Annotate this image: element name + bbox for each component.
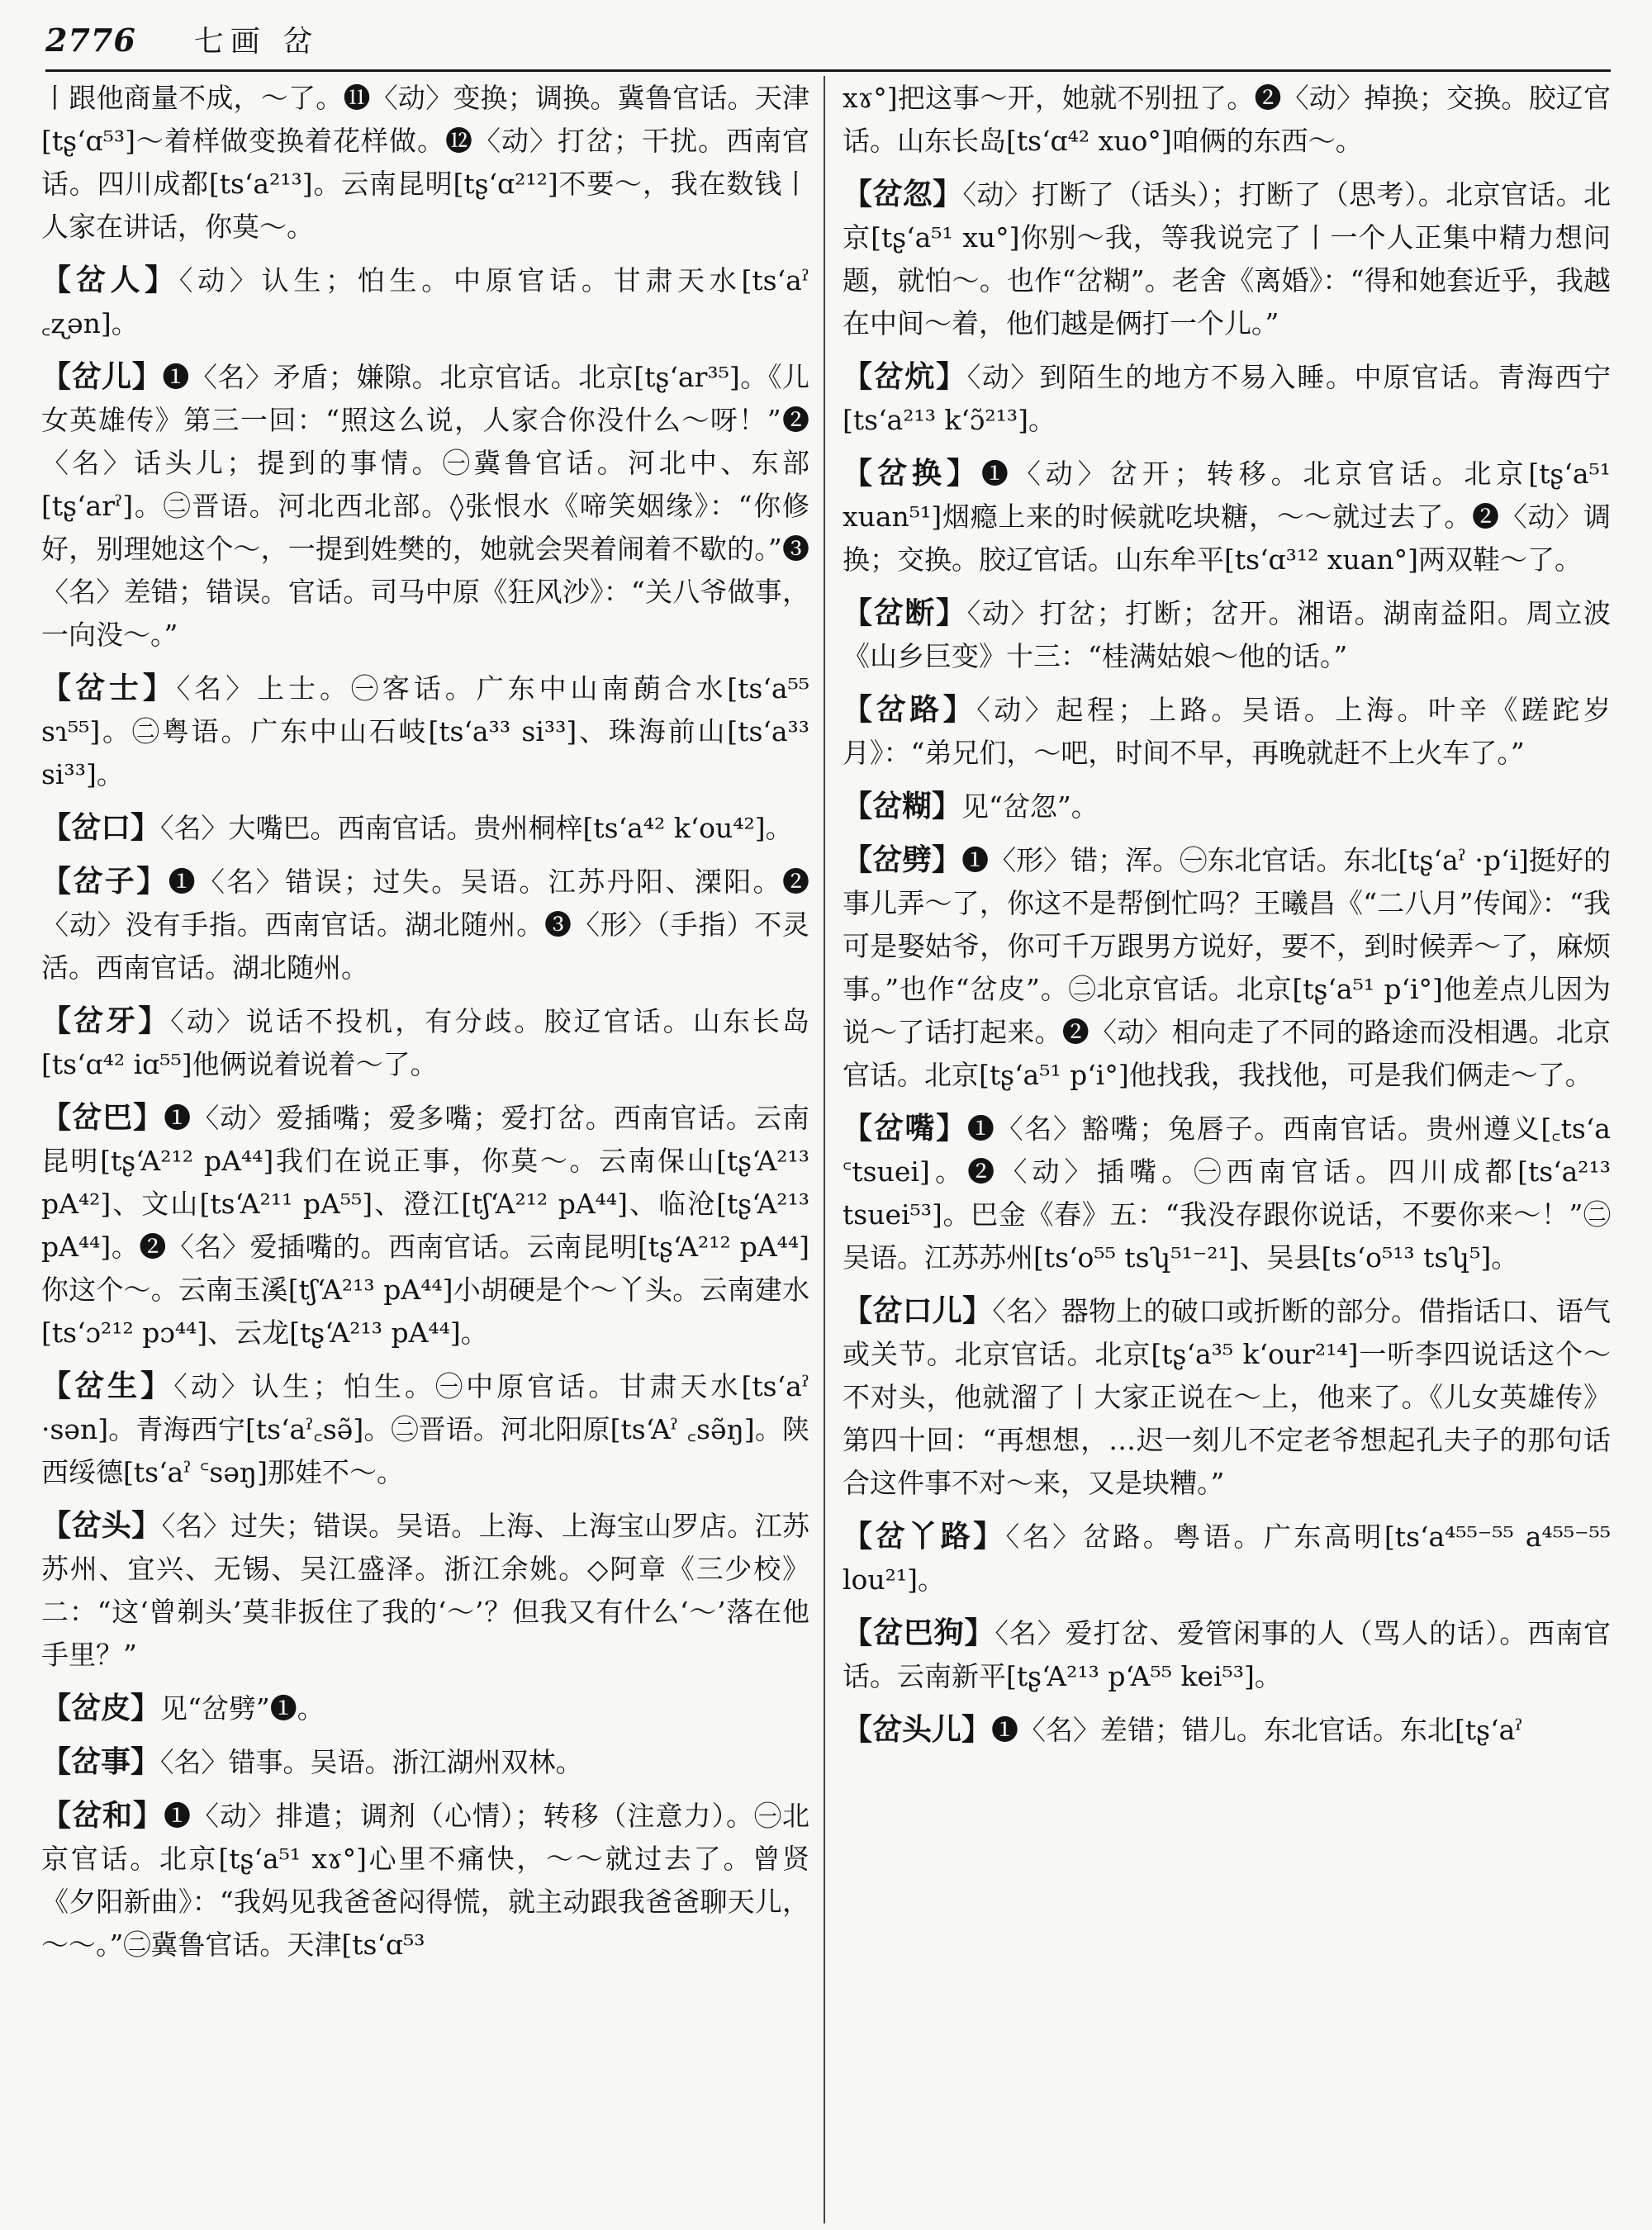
entry-text: 〈动〉打岔；打断；岔开。湘语。湖南益阳。周立波《山乡巨变》十三：“桂满姑娘～他的话。” (843, 597, 1611, 672)
entry-text: 〈名〉过失；错误。吴语。上海、上海宝山罗店。江苏苏州、宜兴、无锡、吴江盛泽。浙江余姚。◇阿章《三少校》二：“这‘曾剃头’莫非扳住了我的‘～’？但我又有什么‘～’落在他手里？” (41, 1510, 809, 1671)
dictionary-entry (41, 806, 809, 850)
dictionary-entry (41, 76, 809, 249)
entry-headword: 【岔皮】 (41, 1691, 161, 1725)
entry-headword: 【岔牙】 (41, 1004, 171, 1038)
page-header (45, 18, 1611, 68)
dictionary-entry (843, 591, 1611, 678)
entry-headword: 【岔人】 (41, 263, 179, 297)
entry-text: 〈名〉上士。㊀客话。广东中山南蓢合水[tsʻa⁵⁵ sɿ⁵⁵]。㊁粤语。广东中山石岐[tsʻa³³ si³³]、珠海前山[tsʻa³³ si³³]。 (41, 672, 809, 790)
dictionary-entry (843, 838, 1611, 1097)
entry-headword: 【岔糊】 (843, 789, 962, 823)
left-column (41, 76, 809, 2223)
dictionary-entry (843, 1107, 1611, 1279)
entry-text: 〈名〉爱打岔、爱管闲事的人（骂人的话）。西南官话。云南新平[tʂʻA²¹³ pʻA⁵⁵ kei⁵³]。 (843, 1617, 1611, 1692)
entry-text: ❶〈动〉排遣；调剂（心情）；转移（注意力）。㊀北京官话。北京[tʂʻa⁵¹ xɤ°]心里不痛快，～～就过去了。曾贤《夕阳新曲》：“我妈见我爸爸闷得慌，就主动跟我爸爸聊天儿，～～。”㊁冀鲁官话。天津[tsʻɑ⁵³ (41, 1800, 809, 1961)
dictionary-entry (41, 259, 809, 345)
dictionary-entry (843, 688, 1611, 775)
entry-text: ❶〈名〉差错；错儿。东北官话。东北[tʂʻaˀ (991, 1714, 1523, 1746)
entry-text: 〈名〉错事。吴语。浙江湖州双林。 (160, 1746, 583, 1778)
entry-headword: 【岔嘴】 (843, 1111, 967, 1146)
entry-text: 〈动〉说话不投机，有分歧。胶辽官话。山东长岛[tsʻɑ⁴² iɑ⁵⁵]他俩说着说着～了。 (41, 1005, 809, 1080)
entry-headword: 【岔劈】 (843, 842, 962, 877)
entry-headword: 【岔生】 (41, 1369, 174, 1403)
dictionary-entry (843, 1611, 1611, 1698)
entry-text: 〈名〉岔路。粤语。广东高明[tsʻa⁴⁵⁵⁻⁵⁵ a⁴⁵⁵⁻⁵⁵ lou²¹]。 (843, 1521, 1611, 1596)
entry-headword: 【岔和】 (41, 1798, 164, 1833)
entry-headword: 【岔忽】 (843, 177, 963, 211)
entry-headword: 【岔巴】 (41, 1100, 164, 1135)
dictionary-entry (41, 1794, 809, 1967)
entry-text: 〈动〉认生；怕生。中原官话。甘肃天水[tsʻaˀ ꜀ʐən]。 (41, 264, 809, 339)
dictionary-entry (843, 173, 1611, 345)
entry-text: 丨跟他商量不成，～了。⓫〈动〉变换；调换。冀鲁官话。天津[tʂʻɑ⁵³]～着样做变换着花样做。⓬〈动〉打岔；干扰。西南官话。四川成都[tsʻa²¹³]。云南昆明[tʂʻɑ²¹²]不要～，我在数钱丨人家在讲话，你莫～。 (41, 82, 809, 243)
entry-text: ❶〈动〉岔开；转移。北京官话。北京[tʂʻa⁵¹ xuan⁵¹]烟瘾上来的时候就吃块糖，～～就过去了。❷〈动〉调换；交换。胶辽官话。山东牟平[tsʻɑ³¹² xuan°]两双鞋～了。 (843, 458, 1611, 576)
dictionary-entry (41, 1504, 809, 1677)
entry-text: ❶〈形〉错；浑。㊀东北官话。东北[tʂʻaˀ ·pʻi]挺好的事儿弄～了，你这不是帮倒忙吗？王曦昌《“二八月”传闻》：“我可是娶姑爷，你可千万跟男方说好，要不，到时候弄～了，麻烦事。”也作“岔皮”。㊁北京官话。北京[tʂʻa⁵¹ pʻi°]他差点儿因为说～了话打起来。❷〈动〉相向走了不同的路途而没相遇。北京官话。北京[tʂʻa⁵¹ pʻi°]他找我，我找他，可是我们俩走～了。 (843, 844, 1611, 1091)
entry-text: 〈动〉认生；怕生。㊀中原官话。甘肃天水[tsʻaˀ ·sən]。青海西宁[tsʻaˀ꜀sə̃]。㊁晋语。河北阳原[tsʻAˀ ꜀sə̃ŋ]。陕西绥德[tsʻaˀ ꜂səŋ]那娃不～。 (41, 1370, 809, 1488)
entry-text: 〈动〉打断了（话头）；打断了（思考）。北京官话。北京[tʂʻa⁵¹ xu°]你别～我，等我说完了丨一个人正集中精力想问题，就怕～。也作“岔糊”。老舍《离婚》：“得和她套近乎，我越在中间～着，他们越是俩打一个儿。” (843, 178, 1611, 339)
entry-headword: 【岔事】 (41, 1744, 161, 1779)
entry-headword: 【岔头儿】 (843, 1712, 992, 1747)
dictionary-entry (41, 1364, 809, 1494)
entry-headword: 【岔头】 (41, 1508, 162, 1543)
entry-text: 〈名〉大嘴巴。西南官话。贵州桐梓[tsʻa⁴² kʻou⁴²]。 (160, 812, 793, 844)
entry-text: xɤ°]把这事～开，她就不别扭了。❷〈动〉掉换；交换。胶辽官话。山东长岛[tsʻɑ⁴² xuo°]咱俩的东西～。 (843, 82, 1611, 157)
header-rule (45, 69, 1611, 72)
entry-headword: 【岔断】 (843, 595, 967, 630)
dictionary-entry (41, 667, 809, 796)
dictionary-entry (843, 1515, 1611, 1601)
dictionary-entry (843, 1289, 1611, 1505)
right-column (843, 76, 1611, 2223)
entry-text: 〈动〉起程；上路。吴语。上海。叶辛《蹉跎岁月》：“弟兄们，～吧，时间不早，再晚就赶不上火车了。” (843, 694, 1611, 769)
entry-headword: 【岔丫路】 (843, 1519, 1006, 1554)
dictionary-entry (41, 999, 809, 1086)
entry-text: 见“岔劈”❶。 (160, 1692, 325, 1725)
entry-headword: 【岔儿】 (41, 359, 163, 394)
section-title: 七画 岔 (193, 25, 320, 59)
dictionary-entry (843, 1708, 1611, 1752)
dictionary-entry (41, 1096, 809, 1355)
column-divider (824, 76, 825, 2223)
dictionary-entry (843, 355, 1611, 442)
entry-text: ❶〈名〉矛盾；嫌隙。北京官话。北京[tʂʻar³⁵]。《儿女英雄传》第三一回：“照这么说，人家合你没什么～呀！”❷〈名〉话头儿；提到的事情。㊀冀鲁官话。河北中、东部[tʂʻarˀ]。㊁晋语。河北西北部。◊张恨水《啼笑姻缘》：“你修好，别理她这个～，一提到姓樊的，她就会哭着闹着不歇的。”❸〈名〉差错；错误。官话。司马中原《狂风沙》：“关八爷做事，一向没～。” (41, 361, 809, 651)
dictionary-entry (41, 1687, 809, 1730)
entry-text: 〈动〉到陌生的地方不易入睡。中原官话。青海西宁[tsʻa²¹³ kʻɔ̃²¹³]。 (843, 361, 1611, 436)
entry-headword: 【岔换】 (843, 456, 981, 491)
page-number: 2776 (45, 21, 136, 59)
entry-headword: 【岔口儿】 (843, 1293, 993, 1328)
entry-headword: 【岔路】 (843, 692, 977, 727)
entry-text: ❶〈名〉错误；过失。吴语。江苏丹阳、溧阳。❷〈动〉没有手指。西南官话。湖北随州。❸〈形〉（手指）不灵活。西南官话。湖北随州。 (41, 866, 809, 984)
entry-headword: 【岔口】 (41, 810, 161, 845)
entry-text: ❶〈动〉爱插嘴；爱多嘴；爱打岔。西南官话。云南昆明[tʂʻA²¹² pA⁴⁴]我们在说正事，你莫～。云南保山[tʂʻA²¹³ pA⁴²]、文山[tsʻA²¹¹ pA⁵⁵]、澄江[tʃʻA²¹² pA⁴⁴]、临沧[tʂʻA²¹³ pA⁴⁴]。❷〈名〉爱插嘴的。西南官话。云南昆明[tʂʻA²¹² pA⁴⁴]你这个～。云南玉溪[tʃʻA²¹³ pA⁴⁴]小胡硬是个～丫头。云南建水[tsʻɔ²¹² pɔ⁴⁴]、云龙[tʂʻA²¹³ pA⁴⁴]。 (41, 1102, 809, 1349)
dictionary-entry (41, 860, 809, 989)
dictionary-entry (843, 76, 1611, 163)
entry-text: ❶〈名〉豁嘴；兔唇子。西南官话。贵州遵义[꜀tsʻa ꜂tsuei]。❷〈动〉插嘴。㊀西南官话。四川成都[tsʻa²¹³ tsuei⁵³]。巴金《春》五：“我没存跟你说话，不要你来～！”㊁吴语。江苏苏州[tsʻo⁵⁵ tsʮ⁵¹⁻²¹]、吴县[tsʻo⁵¹³ tsʮ⁵]。 (843, 1113, 1611, 1274)
entry-headword: 【岔炕】 (843, 359, 967, 394)
entry-headword: 【岔子】 (41, 864, 169, 899)
entry-text: 〈名〉器物上的破口或折断的部分。借指话口、语气或关节。北京官话。北京[tʂʻa³⁵ kʻour²¹⁴]一听李四说话这个～不对头，他就溜了丨大家正说在～上，他来了。《儿女英雄传》第四十回：“再想想，…迟一刻儿不定老爷想起孔夫子的那句话合这件事不对～来，又是块糟。” (843, 1295, 1611, 1499)
dictionary-entry (41, 355, 809, 657)
entry-headword: 【岔巴狗】 (843, 1616, 995, 1650)
dictionary-entry (41, 1740, 809, 1784)
dictionary-entry (843, 452, 1611, 581)
entry-headword: 【岔士】 (41, 671, 177, 705)
dictionary-entry (843, 785, 1611, 828)
entry-text: 见“岔忽”。 (961, 790, 1099, 823)
